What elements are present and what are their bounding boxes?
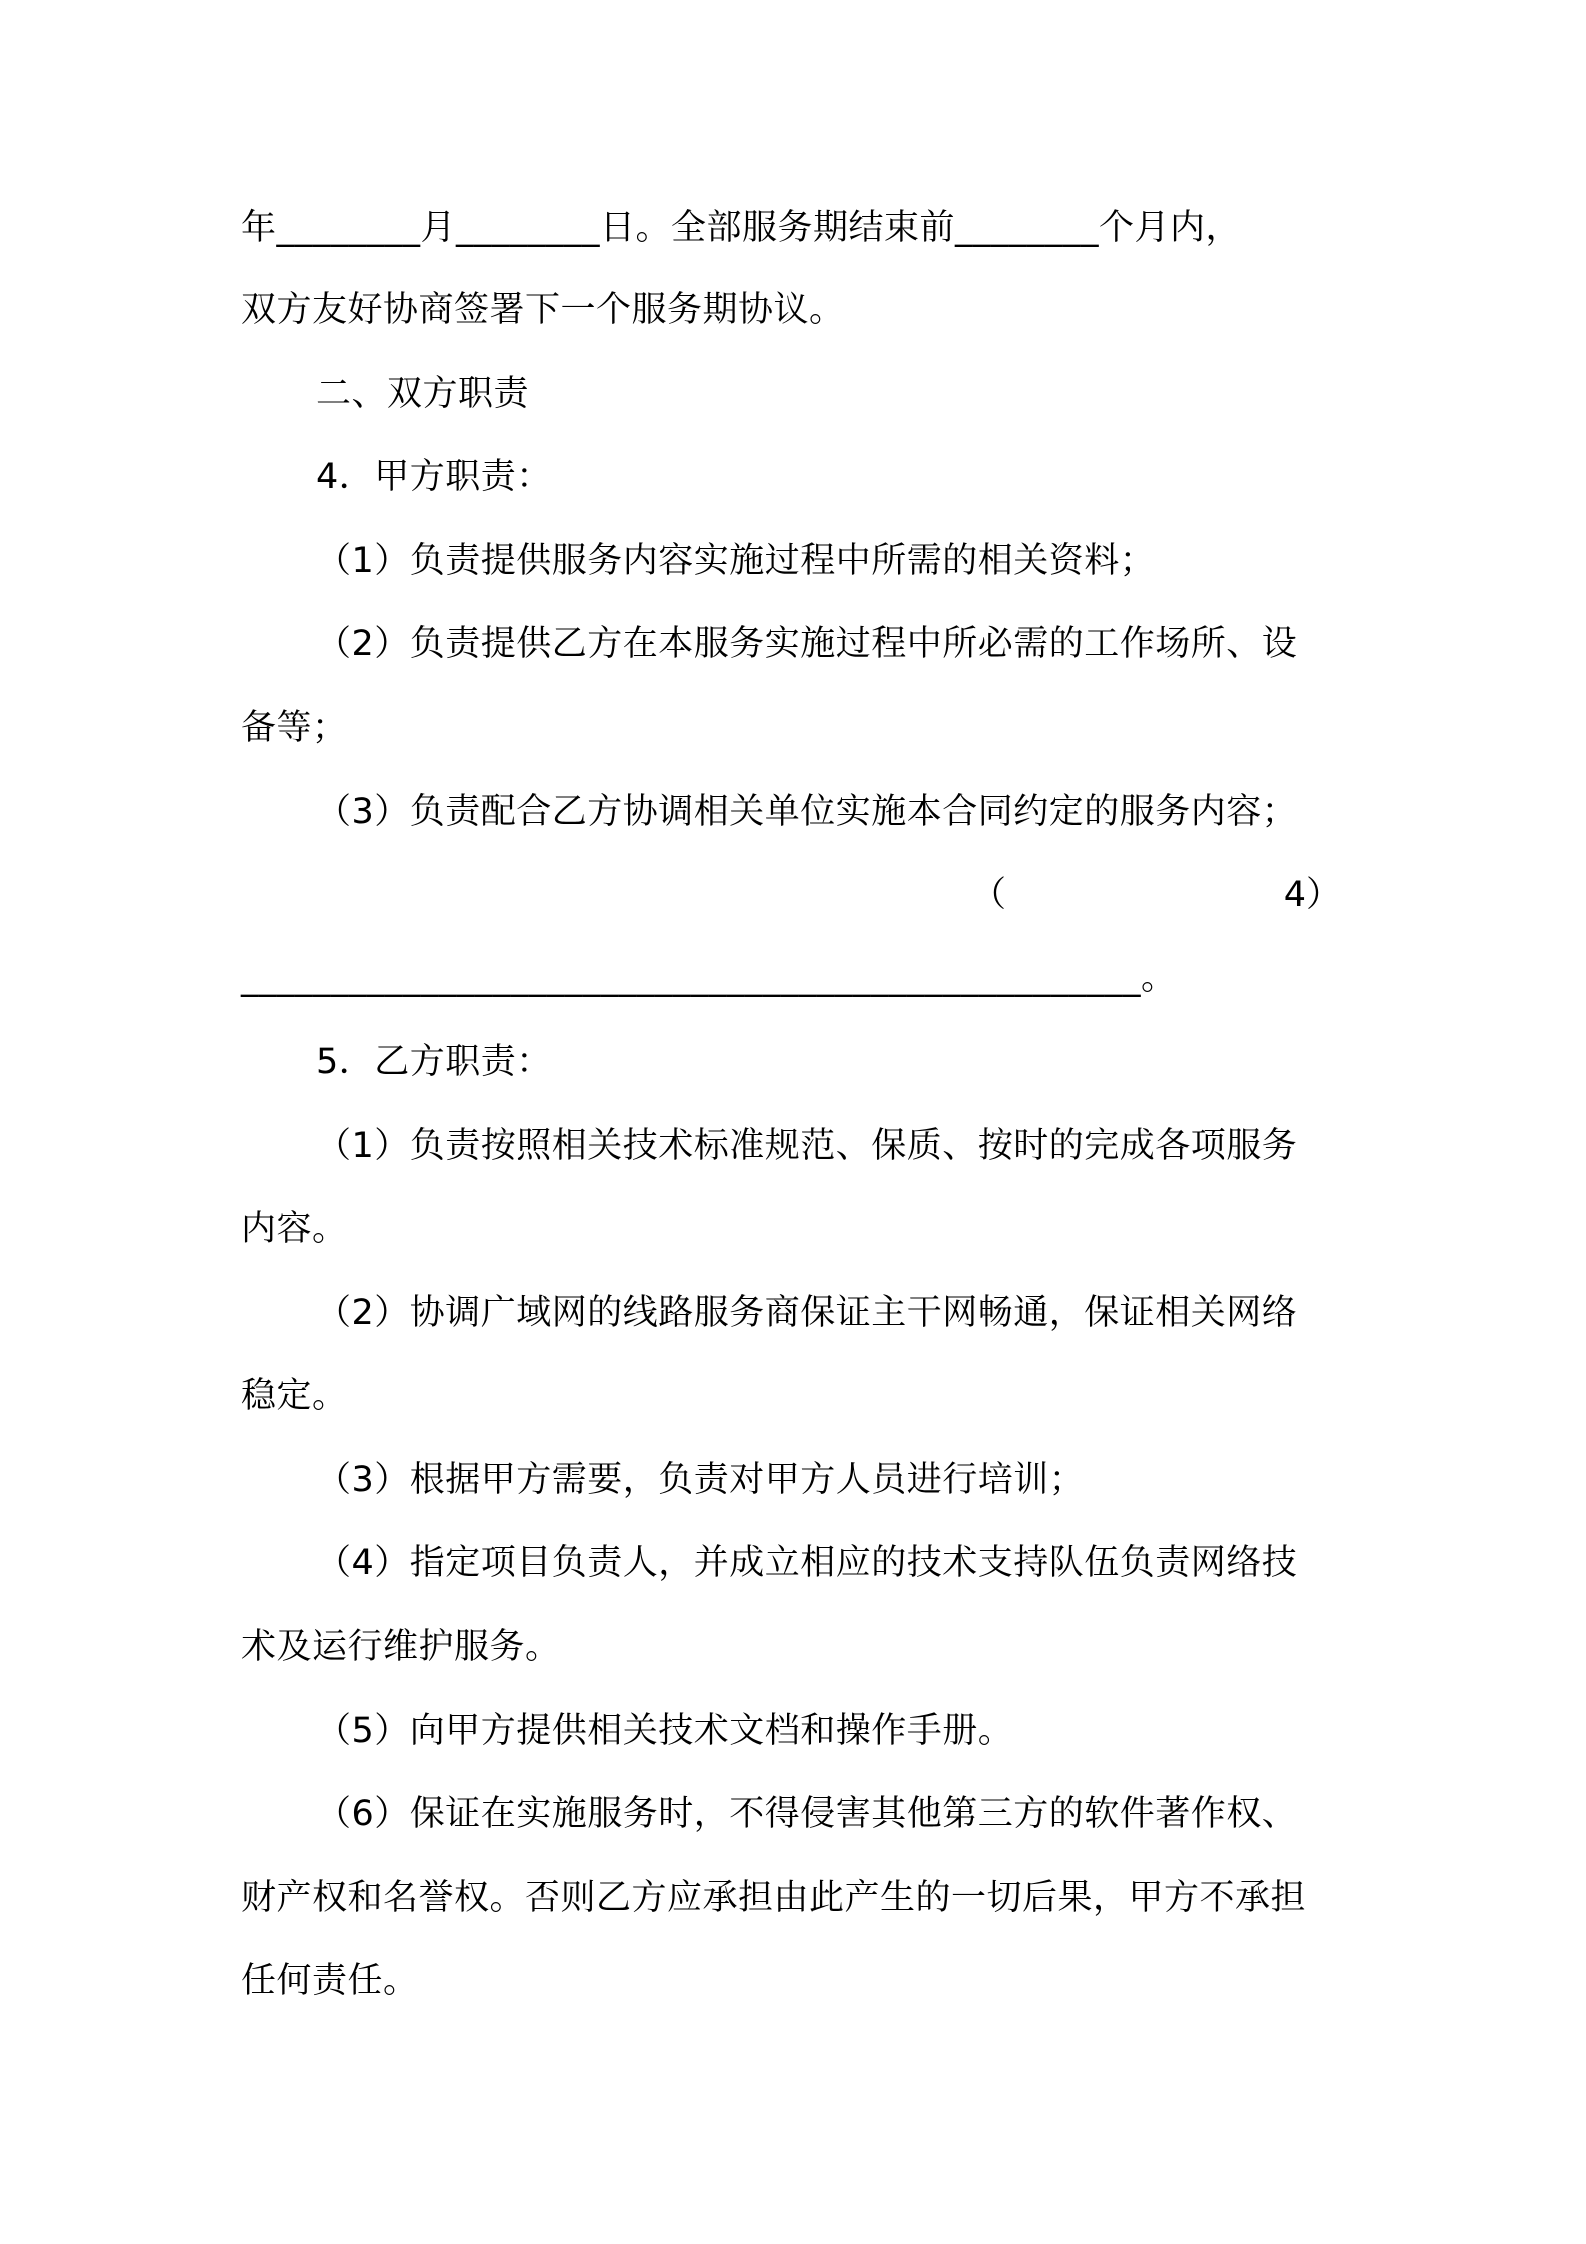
list-item: （2）协调广域网的线路服务商保证主干网畅通，保证相关网络: [316, 1293, 1298, 1333]
subsection-heading: 5．乙方职责：: [316, 1042, 552, 1082]
list-item: （6）保证在实施服务时，不得侵害其他第三方的软件著作权、: [316, 1794, 1298, 1834]
blank-line: __________________________________________________。: [241, 958, 1177, 998]
text-line: 任何责任。: [241, 1961, 419, 2001]
text-line: 稳定。: [241, 1376, 348, 1416]
list-item: （3）负责配合乙方协调相关单位实施本合同约定的服务内容；: [316, 792, 1298, 832]
text-line: 备等；: [241, 708, 348, 748]
list-item: （2）负责提供乙方在本服务实施过程中所必需的工作场所、设: [316, 624, 1298, 664]
list-item: （1）负责按照相关技术标准规范、保质、按时的完成各项服务: [316, 1126, 1298, 1166]
item-number: 4）: [1283, 875, 1341, 915]
list-item: （1）负责提供服务内容实施过程中所需的相关资料；: [316, 541, 1156, 581]
subsection-heading: 4．甲方职责：: [316, 457, 552, 497]
section-heading: 二、双方职责: [316, 374, 530, 414]
list-item: （3）根据甲方需要，负责对甲方人员进行培训；: [316, 1460, 1085, 1500]
text-line: 双方友好协商签署下一个服务期协议。: [241, 290, 845, 330]
text-line: 年________月________日。全部服务期结束前________个月内，: [241, 208, 1242, 248]
list-item: （5）向甲方提供相关技术文档和操作手册。: [316, 1711, 1014, 1751]
list-item: （4）指定项目负责人，并成立相应的技术支持队伍负责网络技: [316, 1543, 1298, 1583]
text-line: 财产权和名誉权。否则乙方应承担由此产生的一切后果，甲方不承担: [241, 1878, 1307, 1918]
open-paren: （: [971, 875, 1007, 915]
text-line: 内容。: [241, 1209, 348, 1249]
text-line: 术及运行维护服务。: [241, 1627, 561, 1667]
